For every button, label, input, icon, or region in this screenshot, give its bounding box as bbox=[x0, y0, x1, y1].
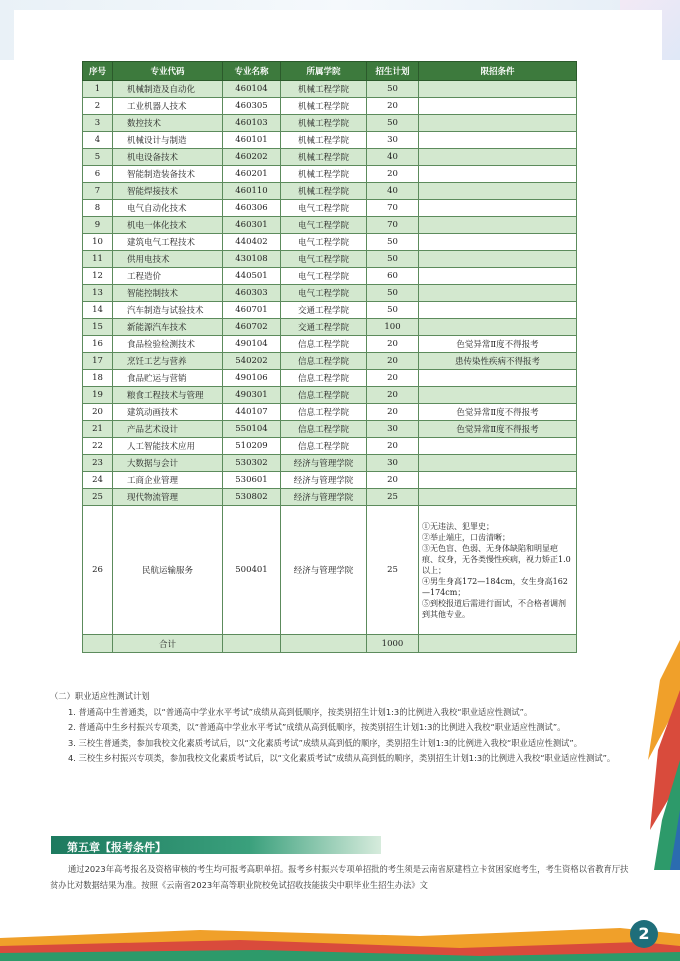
cell-name: 机电设备技术 bbox=[113, 149, 223, 166]
cell-conditions: 患传染性疾病不得报考 bbox=[419, 353, 577, 370]
cell-no: 23 bbox=[83, 455, 113, 472]
cell-college: 交通工程学院 bbox=[281, 302, 367, 319]
cell-code: 510209 bbox=[223, 438, 281, 455]
table-row bbox=[83, 98, 577, 115]
cell-plan: 40 bbox=[367, 149, 419, 166]
cell-name: 大数据与会计 bbox=[113, 455, 223, 472]
cell-code: 490106 bbox=[223, 370, 281, 387]
cell-plan: 30 bbox=[367, 421, 419, 438]
cell-college: 电气工程学院 bbox=[281, 268, 367, 285]
total-label: 合计 bbox=[113, 635, 223, 653]
cell-name: 食品检验检测技术 bbox=[113, 336, 223, 353]
test-plan-paragraph: 1. 普通高中生普通类，以“普通高中学业水平考试”成绩从高到低顺序，按类别招生计划1:3的比例进入我校“职业适应性测试”。 bbox=[68, 706, 533, 717]
cell-no: 7 bbox=[83, 183, 113, 200]
cell-name: 建筑电气工程技术 bbox=[113, 234, 223, 251]
cell-conditions: 色觉异常Ⅱ度不得报考 bbox=[419, 336, 577, 353]
cell-no: 16 bbox=[83, 336, 113, 353]
cell-name: 机电一体化技术 bbox=[113, 217, 223, 234]
cell-code: 460202 bbox=[223, 149, 281, 166]
table-row bbox=[83, 387, 577, 404]
admission-plan-table bbox=[82, 61, 577, 653]
test-plan-paragraph: 2. 普通高中生乡村振兴专项类，以“普通高中学业水平考试”成绩从高到低顺序，按类别招生计划1:3的比例进入我校“职业适应性测试”。 bbox=[68, 722, 566, 732]
condition-line: ⑤到校报道后需进行面试，不合格者调剂到其他专业。 bbox=[422, 598, 566, 619]
cell-plan: 30 bbox=[367, 132, 419, 149]
table-row bbox=[83, 438, 577, 455]
table-row bbox=[83, 404, 577, 421]
cell-conditions bbox=[419, 370, 577, 387]
cell-conditions: 色觉异常Ⅱ度不得报考 bbox=[419, 404, 577, 421]
header-plan: 招生计划 bbox=[367, 62, 419, 81]
cell-name: 食品贮运与营销 bbox=[113, 370, 223, 387]
table-row bbox=[83, 285, 577, 302]
table-row bbox=[83, 149, 577, 166]
cell-name: 新能源汽车技术 bbox=[113, 319, 223, 336]
cell-college: 信息工程学院 bbox=[281, 370, 367, 387]
cell-code: 530302 bbox=[223, 455, 281, 472]
cell-plan: 70 bbox=[367, 200, 419, 217]
cell-empty bbox=[419, 635, 577, 653]
cell-college: 信息工程学院 bbox=[281, 353, 367, 370]
cell-plan: 50 bbox=[367, 115, 419, 132]
cell-conditions bbox=[419, 472, 577, 489]
table-row bbox=[83, 166, 577, 183]
table-row-26 bbox=[83, 506, 577, 635]
header-conditions: 限招条件 bbox=[419, 62, 577, 81]
cell-college: 电气工程学院 bbox=[281, 234, 367, 251]
table-row bbox=[83, 268, 577, 285]
cell-plan: 20 bbox=[367, 387, 419, 404]
cell-plan: 60 bbox=[367, 268, 419, 285]
cell-code: 460201 bbox=[223, 166, 281, 183]
condition-line: ④男生身高172—184cm，女生身高162—174cm； bbox=[422, 576, 568, 597]
cell-no: 10 bbox=[83, 234, 113, 251]
cell-no: 24 bbox=[83, 472, 113, 489]
cell-no: 2 bbox=[83, 98, 113, 115]
cell-no: 18 bbox=[83, 370, 113, 387]
cell-college: 经济与管理学院 bbox=[281, 506, 367, 635]
cell-plan: 20 bbox=[367, 166, 419, 183]
cell-no: 1 bbox=[83, 81, 113, 98]
header-name: 专业名称 bbox=[223, 62, 281, 81]
cell-code: 460104 bbox=[223, 81, 281, 98]
cell-plan: 20 bbox=[367, 353, 419, 370]
test-plan-paragraph: 3. 三校生普通类，参加我校文化素质考试后，以“文化素质考试”成绩从高到低的顺序，类别招生计划1:3的比例进入我校“职业适应性测试”。 bbox=[68, 737, 583, 748]
cell-college: 机械工程学院 bbox=[281, 115, 367, 132]
cell-name: 粮食工程技术与管理 bbox=[113, 387, 223, 404]
cell-conditions bbox=[419, 506, 577, 635]
cell-no: 13 bbox=[83, 285, 113, 302]
cell-conditions bbox=[419, 183, 577, 200]
cell-code: 460702 bbox=[223, 319, 281, 336]
table-body bbox=[83, 81, 577, 653]
section-heading: （二）职业适应性测试计划 bbox=[50, 691, 150, 701]
table-row bbox=[83, 302, 577, 319]
cell-code: 440501 bbox=[223, 268, 281, 285]
table-row bbox=[83, 353, 577, 370]
eligibility-section bbox=[50, 862, 630, 893]
cell-name: 产品艺术设计 bbox=[113, 421, 223, 438]
table-row bbox=[83, 251, 577, 268]
cell-college: 机械工程学院 bbox=[281, 98, 367, 115]
cell-code: 490301 bbox=[223, 387, 281, 404]
condition-line: ①无违法、犯罪史； bbox=[422, 521, 494, 531]
cell-plan: 30 bbox=[367, 455, 419, 472]
cell-name: 民航运输服务 bbox=[113, 506, 223, 635]
cell-college: 经济与管理学院 bbox=[281, 472, 367, 489]
table-row bbox=[83, 319, 577, 336]
eligibility-paragraph: 通过2023年高考报名及资格审核的考生均可报考高职单招。报考乡村振兴专项单招批的考生须是云南省原建档立卡贫困家庭考生，考生资格以省教育厅扶贫办比对数据结果为准。按照《云南省2023年高等职业院校免试招收技能拔尖中职毕业生招生办法》文 bbox=[50, 864, 629, 890]
cell-name: 机械设计与制造 bbox=[113, 132, 223, 149]
cell-plan: 50 bbox=[367, 234, 419, 251]
cell-conditions bbox=[419, 489, 577, 506]
cell-college: 信息工程学院 bbox=[281, 438, 367, 455]
cell-no: 19 bbox=[83, 387, 113, 404]
cell-no: 8 bbox=[83, 200, 113, 217]
header-no: 序号 bbox=[83, 62, 113, 81]
header-code: 专业代码 bbox=[113, 62, 223, 81]
table-row bbox=[83, 489, 577, 506]
condition-line: ③无色盲、色弱、无身体缺陷和明显疤痕、纹身，无各类慢性疾病，视力矫正1.0以上； bbox=[422, 543, 571, 575]
test-plan-paragraph: 4. 三校生乡村振兴专项类，参加我校文化素质考试后，以“文化素质考试”成绩从高到低的顺序，类别招生计划1:3的比例进入我校“职业适应性测试”。 bbox=[68, 753, 616, 763]
cell-code: 500401 bbox=[223, 506, 281, 635]
cell-name: 烹饪工艺与营养 bbox=[113, 353, 223, 370]
cell-no: 21 bbox=[83, 421, 113, 438]
cell-name: 工程造价 bbox=[113, 268, 223, 285]
cell-college: 交通工程学院 bbox=[281, 319, 367, 336]
cell-plan: 20 bbox=[367, 336, 419, 353]
cell-code: 530802 bbox=[223, 489, 281, 506]
table-row bbox=[83, 336, 577, 353]
cell-college: 机械工程学院 bbox=[281, 81, 367, 98]
cell-name: 智能制造装备技术 bbox=[113, 166, 223, 183]
cell-no: 6 bbox=[83, 166, 113, 183]
cell-plan: 20 bbox=[367, 472, 419, 489]
cell-code: 460306 bbox=[223, 200, 281, 217]
table-row bbox=[83, 132, 577, 149]
cell-conditions bbox=[419, 81, 577, 98]
cell-conditions bbox=[419, 149, 577, 166]
cell-college: 经济与管理学院 bbox=[281, 455, 367, 472]
cell-plan: 25 bbox=[367, 489, 419, 506]
cell-code: 460701 bbox=[223, 302, 281, 319]
cell-conditions bbox=[419, 166, 577, 183]
cell-code: 460103 bbox=[223, 115, 281, 132]
cell-college: 电气工程学院 bbox=[281, 251, 367, 268]
condition-line: ②举止端庄，口齿清晰； bbox=[422, 532, 510, 542]
cell-no: 14 bbox=[83, 302, 113, 319]
table-row bbox=[83, 472, 577, 489]
cell-no: 15 bbox=[83, 319, 113, 336]
cell-name: 智能焊接技术 bbox=[113, 183, 223, 200]
cell-conditions bbox=[419, 455, 577, 472]
cell-code: 430108 bbox=[223, 251, 281, 268]
cell-college: 机械工程学院 bbox=[281, 132, 367, 149]
cell-plan: 20 bbox=[367, 370, 419, 387]
cell-college: 信息工程学院 bbox=[281, 404, 367, 421]
table-row bbox=[83, 183, 577, 200]
cell-name: 智能控制技术 bbox=[113, 285, 223, 302]
table-row bbox=[83, 217, 577, 234]
table-row bbox=[83, 200, 577, 217]
cell-no: 4 bbox=[83, 132, 113, 149]
cell-conditions: 色觉异常Ⅱ度不得报考 bbox=[419, 421, 577, 438]
cell-code: 440402 bbox=[223, 234, 281, 251]
cell-no: 22 bbox=[83, 438, 113, 455]
cell-no: 20 bbox=[83, 404, 113, 421]
cell-conditions bbox=[419, 251, 577, 268]
table-header-row bbox=[83, 62, 577, 81]
cell-name: 数控技术 bbox=[113, 115, 223, 132]
total-value: 1000 bbox=[367, 635, 419, 653]
cell-plan: 40 bbox=[367, 183, 419, 200]
cell-empty bbox=[281, 635, 367, 653]
cell-no: 12 bbox=[83, 268, 113, 285]
cell-conditions bbox=[419, 302, 577, 319]
test-plan-section bbox=[50, 689, 630, 767]
table-row bbox=[83, 421, 577, 438]
cell-name: 建筑动画技术 bbox=[113, 404, 223, 421]
table-row bbox=[83, 234, 577, 251]
cell-college: 机械工程学院 bbox=[281, 149, 367, 166]
cell-college: 信息工程学院 bbox=[281, 336, 367, 353]
cell-college: 机械工程学院 bbox=[281, 183, 367, 200]
cell-no: 11 bbox=[83, 251, 113, 268]
page-number-badge: 2 bbox=[630, 920, 658, 948]
cell-conditions bbox=[419, 285, 577, 302]
right-stripe-decoration bbox=[640, 640, 680, 870]
cell-conditions bbox=[419, 132, 577, 149]
cell-name: 工业机器人技术 bbox=[113, 98, 223, 115]
cell-plan: 50 bbox=[367, 302, 419, 319]
cell-empty bbox=[223, 635, 281, 653]
cell-conditions bbox=[419, 319, 577, 336]
cell-college: 经济与管理学院 bbox=[281, 489, 367, 506]
cell-code: 460301 bbox=[223, 217, 281, 234]
table-row bbox=[83, 455, 577, 472]
cell-college: 电气工程学院 bbox=[281, 285, 367, 302]
cell-name: 人工智能技术应用 bbox=[113, 438, 223, 455]
chapter-banner bbox=[51, 836, 381, 854]
cell-college: 信息工程学院 bbox=[281, 421, 367, 438]
cell-plan: 20 bbox=[367, 404, 419, 421]
bottom-stripe-decoration bbox=[0, 928, 680, 961]
cell-college: 机械工程学院 bbox=[281, 166, 367, 183]
cell-college: 电气工程学院 bbox=[281, 217, 367, 234]
cell-no: 25 bbox=[83, 489, 113, 506]
cell-conditions bbox=[419, 200, 577, 217]
cell-conditions bbox=[419, 115, 577, 132]
cell-plan: 50 bbox=[367, 251, 419, 268]
cell-plan: 20 bbox=[367, 98, 419, 115]
cell-conditions bbox=[419, 438, 577, 455]
cell-code: 460303 bbox=[223, 285, 281, 302]
cell-plan: 25 bbox=[367, 506, 419, 635]
cell-code: 490104 bbox=[223, 336, 281, 353]
cell-plan: 50 bbox=[367, 81, 419, 98]
cell-code: 460305 bbox=[223, 98, 281, 115]
cell-no: 26 bbox=[83, 506, 113, 635]
cell-name: 供用电技术 bbox=[113, 251, 223, 268]
cell-conditions bbox=[419, 234, 577, 251]
cell-code: 550104 bbox=[223, 421, 281, 438]
cell-no: 3 bbox=[83, 115, 113, 132]
chapter-title: 第五章【报考条件】 bbox=[67, 841, 166, 854]
table-row bbox=[83, 115, 577, 132]
table-row bbox=[83, 370, 577, 387]
cell-plan: 100 bbox=[367, 319, 419, 336]
cell-code: 460101 bbox=[223, 132, 281, 149]
cell-code: 440107 bbox=[223, 404, 281, 421]
cell-no: 9 bbox=[83, 217, 113, 234]
cell-college: 电气工程学院 bbox=[281, 200, 367, 217]
cell-no: 17 bbox=[83, 353, 113, 370]
header-college: 所属学院 bbox=[281, 62, 367, 81]
cell-conditions bbox=[419, 217, 577, 234]
cell-name: 汽车制造与试验技术 bbox=[113, 302, 223, 319]
cell-code: 540202 bbox=[223, 353, 281, 370]
cell-name: 电气自动化技术 bbox=[113, 200, 223, 217]
cell-empty bbox=[83, 635, 113, 653]
cell-name: 机械制造及自动化 bbox=[113, 81, 223, 98]
cell-plan: 20 bbox=[367, 438, 419, 455]
table-total-row bbox=[83, 635, 577, 653]
cell-plan: 70 bbox=[367, 217, 419, 234]
cell-name: 工商企业管理 bbox=[113, 472, 223, 489]
table-row bbox=[83, 81, 577, 98]
cell-code: 460110 bbox=[223, 183, 281, 200]
cell-college: 信息工程学院 bbox=[281, 387, 367, 404]
cell-conditions bbox=[419, 387, 577, 404]
cell-plan: 50 bbox=[367, 285, 419, 302]
cell-conditions bbox=[419, 268, 577, 285]
cell-no: 5 bbox=[83, 149, 113, 166]
cell-code: 530601 bbox=[223, 472, 281, 489]
cell-conditions bbox=[419, 98, 577, 115]
cell-name: 现代物流管理 bbox=[113, 489, 223, 506]
